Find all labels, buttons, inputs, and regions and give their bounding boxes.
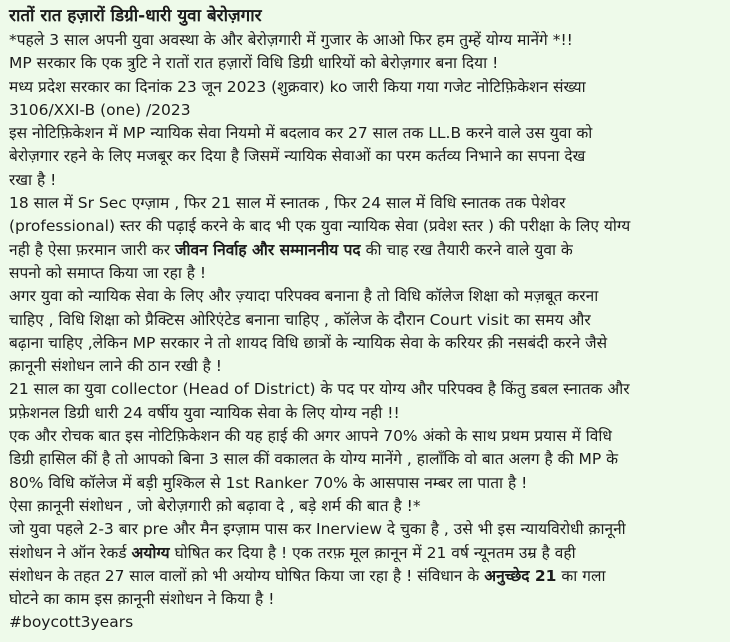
text-span: घोटने का काम इस क़ानूनी संशोधन ने किया है !: [9, 590, 275, 609]
text-span: बढ़ाना चाहिए ,लेकिन MP सरकार ने तो शायद विधि छात्रों के न्यायिक सेवा के करियर क़ी नसबंदी करने जैसे: [9, 333, 608, 352]
text-line: [9, 425, 724, 448]
text-span: 21 साल का युवा collector (Head of District) के पद पर योग्य और परिपक्व है किंतु डबल स्नातक और: [9, 380, 630, 399]
text-span: घोषित कर दिया है ! एक तरफ़ मूल क़ानून में 21 वर्ष न्यूनतम उम्र है वही: [169, 543, 576, 562]
text-span: एक और रोचक बात इस नोटिफ़िकेशन की यह हाई की अगर आपने 70% अंको के साथ प्रथम प्रयास में विधि: [9, 427, 612, 446]
text-line: [9, 29, 724, 52]
text-span: इस नोटिफ़िकेशन में MP न्यायिक सेवा नियमो में बदलाव कर 27 साल तक LL.B करने वाले उस युवा को: [9, 124, 593, 143]
text-span: बेरोज़गार रहने के लिए मजबूर कर दिया है जिसमें न्यायिक सेवाओं का परम कर्तव्य निभाने का सपना देख: [9, 147, 586, 166]
bold-text: अयोग्य: [131, 543, 170, 562]
text-span: जो युवा पहले 2-3 बार pre और मैन इग्ज़ाम पास कर Inerview दे चुका है , उसे भी इस न्यायविरोधी क़ानूनी: [9, 520, 626, 539]
text-span: MP सरकार कि एक त्रुटि ने रातों रात हज़ारों विधि डिग्री धारियों को बेरोज़गार बना दिया !: [9, 54, 499, 73]
text-span: (professional) स्तर की पढ़ाई करने के बाद भी एक युवा न्यायिक सेवा (प्रवेश स्तर ) की परीक्षा के लिए योग्य: [9, 217, 631, 236]
text-span: डिग्री हासिल कीं है तो आपको बिना 3 साल कीं वकालत के योग्य मानेंगे , हालाँकि वो बात अलग है की MP के: [9, 450, 619, 469]
text-line: [9, 565, 724, 588]
text-span: 80% विधि कॉलेज में बड़ी मुश्किल से 1st Ranker 70% के आसपास नम्बर ला पाता है !: [9, 473, 528, 492]
text-line: [9, 52, 724, 75]
text-line: [9, 239, 724, 262]
text-span: संशोधन के तहत 27 साल वालों क़ो भी अयोग्य घोषित किया जा रहा है ! संविधान के: [9, 566, 485, 585]
text-line: [9, 169, 724, 192]
text-line: [9, 262, 724, 285]
text-line: [9, 355, 724, 378]
text-span: की चाह रख तैयारी करने वाले युवा के: [360, 240, 573, 259]
text-line: [9, 215, 724, 238]
bold-text: जीवन निर्वाह और सम्माननीय पद: [175, 240, 361, 259]
text-line: [9, 448, 724, 471]
text-line: [9, 542, 724, 565]
text-span: अगर युवा को न्यायिक सेवा के लिए और ज़्यादा परिपक्व बनाना है तो विधि कॉलेज शिक्षा को मज़बूत करना: [9, 287, 599, 306]
text-span: सपनो को समाप्त किया जा रहा है !: [9, 263, 207, 282]
text-line: [9, 332, 724, 355]
text-line: [9, 76, 724, 99]
text-line: [9, 145, 724, 168]
text-line: [9, 518, 724, 541]
post-title: रातों रात हज़ारों डिग्री-धारी युवा बेरोज़गार: [9, 6, 262, 26]
text-span: संशोधन ने ऑन रेकर्ड: [9, 543, 132, 562]
text-line: [9, 285, 724, 308]
text-line: [9, 309, 724, 332]
bold-text: अनुच्छेद 21: [484, 566, 557, 585]
post-text: [9, 29, 724, 611]
text-line: [9, 192, 724, 215]
text-span: का गला: [556, 566, 606, 585]
text-span: नही है ऐसा फ़रमान जारी कर: [9, 240, 175, 259]
text-line: [9, 495, 724, 518]
text-line: [9, 472, 724, 495]
text-span: प्रफ़ेशनल डिग्री धारी 24 वर्षीय युवा न्यायिक सेवा के लिए योग्य नही !!: [9, 403, 400, 422]
text-span: मध्य प्रदेश सरकार का दिनांक 23 जून 2023 (शुक्रवार) ko जारी किया गया गजेट नोटिफ़िकेशन संख्या: [9, 77, 586, 96]
text-span: ऐसा क़ानूनी संशोधन , जो बेरोज़गारी क़ो बढ़ावा दे , बड़े शर्म की बात है !*: [9, 496, 421, 515]
text-line: [9, 122, 724, 145]
text-span: रखा है !: [9, 170, 57, 189]
hashtag-link[interactable]: #boycott3years: [9, 613, 134, 632]
text-span: 18 साल में Sr Sec एग्ज़ाम , फिर 21 साल में स्नातक , फिर 24 साल में विधि स्नातक तक पेशेवर: [9, 194, 566, 213]
text-span: क़ानूनी संशोधन लाने की ठान रखी है !: [9, 357, 222, 376]
text-line: [9, 402, 724, 425]
text-span: 3106/XXI-B (one) /2023: [9, 100, 191, 119]
text-line: [9, 378, 724, 401]
text-span: चाहिए , विधि शिक्षा को प्रैक्टिस ओरिएंटेड बनाना चाहिए , कॉलेज के दौरान Court visit का समय और: [9, 310, 591, 329]
text-span: *पहले 3 साल अपनी युवा अवस्था के और बेरोज़गारी में गुजार के आओ फिर हम तुम्हें योग्य मानेंगे *!!: [9, 31, 573, 49]
text-line: [9, 588, 724, 611]
text-line: [9, 99, 724, 122]
